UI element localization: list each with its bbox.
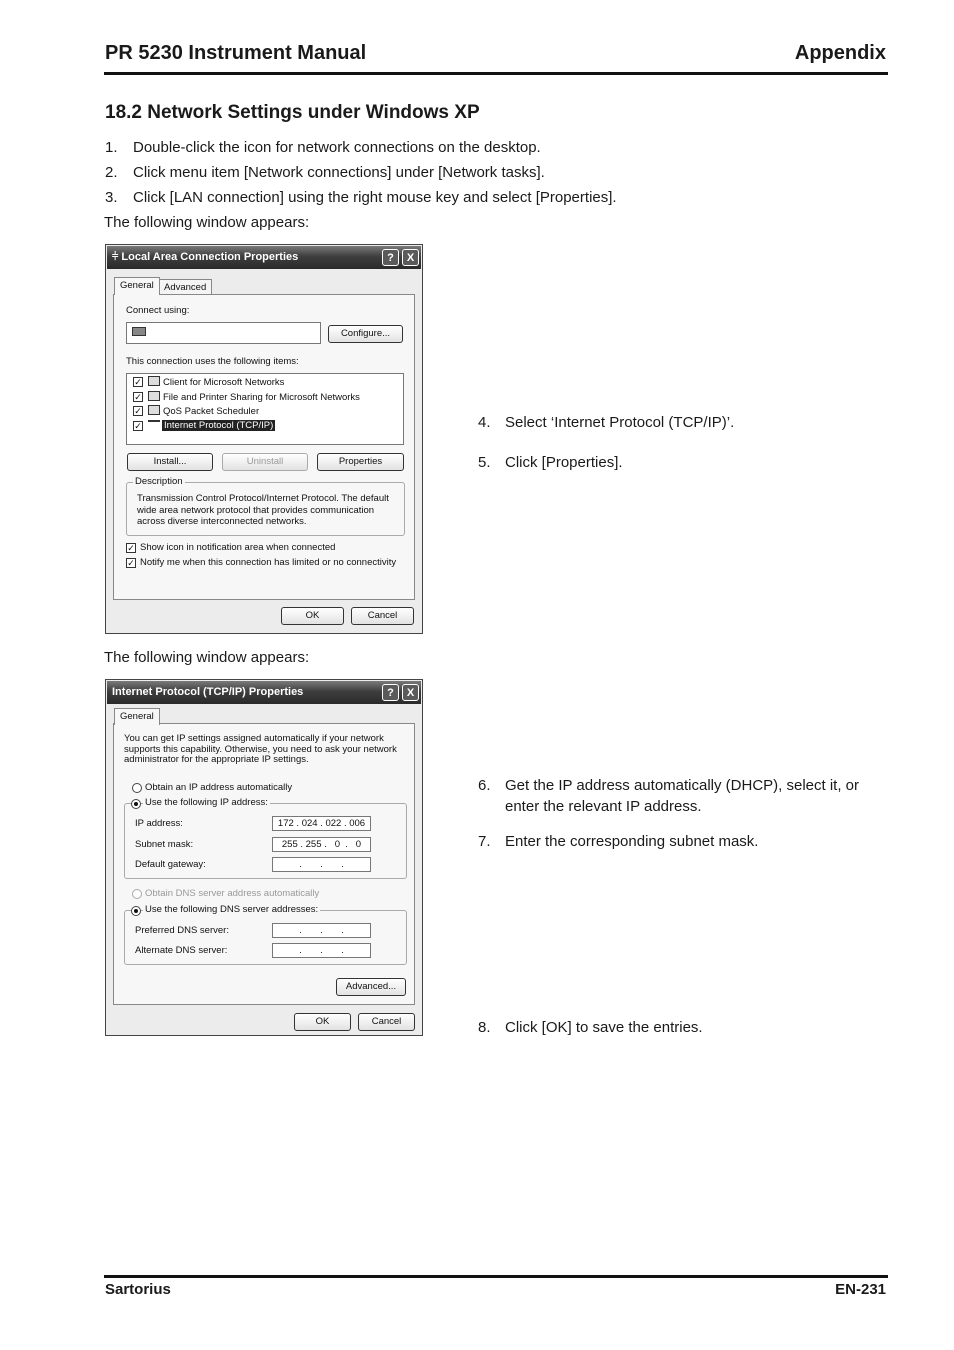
show-icon-label: Show icon in notification area when connected [140,542,336,553]
items-listbox[interactable] [126,373,404,445]
connect-using-label: Connect using: [126,305,190,316]
description-group [126,476,405,536]
show-icon-checkbox[interactable]: ✓ [127,543,135,553]
protocol-icon [148,420,160,424]
preferred-dns-input[interactable]: . . . [272,923,371,938]
printer-icon [148,391,160,401]
step-item [105,164,545,181]
header-rule [104,72,888,75]
install-button[interactable]: Install... [127,453,213,471]
step-text: Click [LAN connection] using the right mouse key and select [Properties]. [133,189,617,206]
step-number: 8. [478,1019,491,1036]
step-item [105,139,541,156]
step-text: Enter the corresponding subnet mask. [505,833,759,850]
items-label: This connection uses the following items: [126,356,299,367]
general-panel [113,294,415,600]
cancel-button[interactable]: Cancel [358,1013,415,1031]
alternate-dns-input[interactable]: . . . [272,943,371,958]
step-text: Click [OK] to save the entries. [505,1019,703,1036]
properties-button[interactable]: Properties [317,453,404,471]
ip-address-input[interactable]: 172 . 024 . 022 . 006 [272,816,371,831]
use-dns-label: Use the following DNS server addresses: [145,904,319,915]
item-checkbox[interactable]: ✓ [134,406,142,416]
ok-button[interactable]: OK [294,1013,351,1031]
tcpip-properties-dialog [105,679,423,1036]
obtain-ip-radio[interactable] [132,783,142,793]
window-appears-note: The following window appears: [104,649,310,666]
list-item-selected[interactable]: Internet Protocol (TCP/IP) [164,420,274,431]
footer-rule [104,1275,888,1278]
dialog-title: Local Area Connection Properties [121,251,299,263]
alternate-dns-label: Alternate DNS server: [135,945,228,956]
uninstall-button[interactable]: Uninstall [222,453,308,471]
tab-general[interactable]: General [114,277,160,295]
description-title: Description [135,476,183,487]
step-text: Select ‘Internet Protocol (TCP/IP)’. [505,414,735,431]
cancel-button[interactable]: Cancel [351,607,414,625]
step-number: 7. [478,833,491,850]
page-number: EN-231 [835,1281,886,1298]
notify-label: Notify me when this connection has limited or no connectivity [140,557,397,568]
step-number: 3. [105,189,118,206]
ip-address-label: IP address: [135,818,183,829]
section-name: Appendix [794,42,886,64]
step-text: Click menu item [Network connections] under [Network tasks]. [133,164,545,181]
section-heading: 18.2 Network Settings under Windows XP [105,102,480,123]
description-text: Transmission Control Protocol/Internet Protocol. The default wide area network protocol that provides communication across diverse interconnected networks. [137,493,389,527]
help-button[interactable]: ? [382,249,399,266]
obtain-ip-label: Obtain an IP address automatically [145,782,293,793]
use-ip-label: Use the following IP address: [145,797,268,808]
footer-company: Sartorius [105,1281,171,1298]
manual-title: PR 5230 Instrument Manual [105,42,367,64]
step-text: Double-click the icon for network connections on the desktop. [133,139,541,156]
advanced-button[interactable]: Advanced... [336,978,406,996]
ok-button[interactable]: OK [281,607,344,625]
preferred-dns-label: Preferred DNS server: [135,925,229,936]
step-text: Click [Properties]. [505,454,623,471]
step-number: 1. [105,139,118,156]
dialog-titlebar [107,246,421,269]
list-item[interactable]: File and Printer Sharing for Microsoft Networks [163,392,360,403]
step-number: 5. [478,454,491,471]
step-item [105,189,617,206]
item-checkbox[interactable]: ✓ [134,392,142,402]
notify-checkbox[interactable]: ✓ [127,558,135,568]
close-button[interactable]: X [402,684,419,701]
item-checkbox[interactable]: ✓ [134,421,142,431]
step-item [478,1017,888,1038]
tab-general[interactable]: General [114,708,160,725]
step-item [478,412,888,433]
scheduler-icon [148,405,160,415]
network-icon: ⫩ [112,251,119,263]
default-gateway-input[interactable]: . . . [272,857,371,872]
step-number: 4. [478,414,491,431]
adapter-field [126,322,321,344]
subnet-mask-input[interactable]: 255 . 255 . 0 . 0 [272,837,371,852]
dns-group [124,904,407,965]
tab-advanced[interactable]: Advanced [158,279,212,295]
configure-button[interactable]: Configure... [328,325,403,343]
step-number: 2. [105,164,118,181]
step-number: 6. [478,777,491,794]
step-item [478,775,888,817]
obtain-dns-radio[interactable] [132,889,142,899]
use-ip-radio[interactable] [131,799,141,809]
intro-text: You can get IP settings assigned automatically if your network supports this capability. Otherwise, you need to ask your network administrator for the appropriate IP settings. [124,733,397,765]
ip-address-group [124,797,407,879]
client-icon [148,376,160,386]
default-gateway-label: Default gateway: [135,859,206,870]
list-item[interactable]: Client for Microsoft Networks [163,377,285,388]
help-button[interactable]: ? [382,684,399,701]
obtain-dns-label: Obtain DNS server address automatically [145,888,320,899]
lan-properties-dialog [105,244,423,634]
network-adapter-icon [132,327,146,336]
list-item[interactable]: QoS Packet Scheduler [163,406,260,417]
item-checkbox[interactable]: ✓ [134,377,142,387]
step-text: Get the IP address automatically (DHCP), select it, or enter the relevant IP address. [505,777,860,815]
use-dns-radio[interactable] [131,906,141,916]
dialog-title: Internet Protocol (TCP/IP) Properties [112,686,304,698]
step-item [478,831,888,852]
step-item [478,452,888,473]
window-appears-note: The following window appears: [104,214,310,231]
close-button[interactable]: X [402,249,419,266]
general-panel [113,723,415,1005]
subnet-mask-label: Subnet mask: [135,839,194,850]
dialog-titlebar [107,681,421,704]
